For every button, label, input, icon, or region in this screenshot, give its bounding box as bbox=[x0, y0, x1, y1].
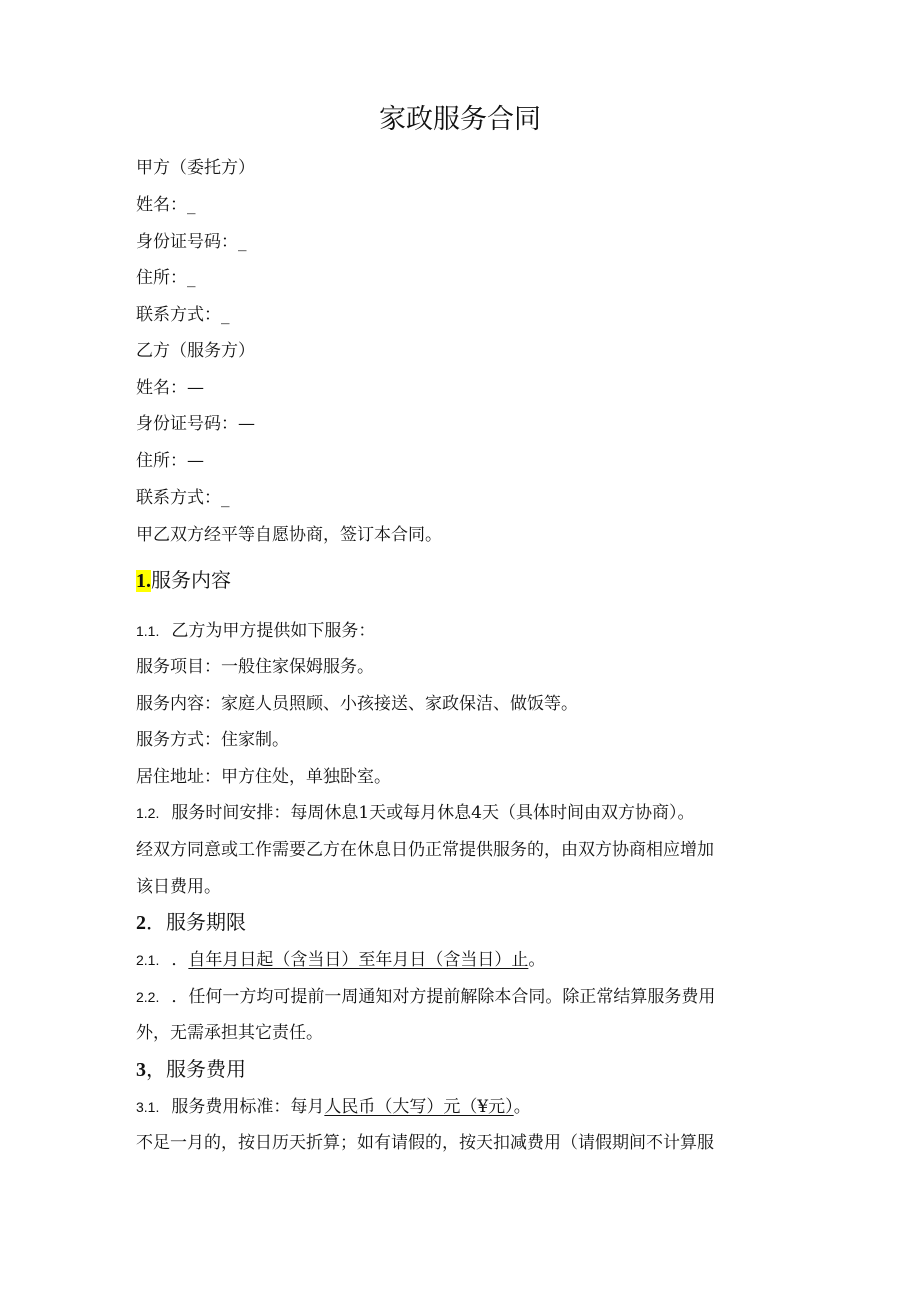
clause-prefix: ． bbox=[171, 950, 189, 970]
clause-end: 。 bbox=[513, 1097, 531, 1117]
clause-text: ．任何一方均可提前一周通知对方提前解除本合同。除正常结算服务费用 bbox=[171, 987, 716, 1007]
fee-blank: 人民币（大写）元（¥元） bbox=[324, 1097, 514, 1117]
service-item: 服务项目：一般住家保姆服务。 bbox=[136, 657, 374, 677]
clause-1-2-line-3: 该日费用。 bbox=[136, 877, 221, 897]
clause-text: 服务时间安排：每周休息1天或每月休息4天（具体时间由双方协商）。 bbox=[171, 803, 695, 823]
party-a-heading: 甲方（委托方） bbox=[136, 158, 255, 178]
clause-1-1 bbox=[136, 620, 375, 642]
clause-1-2 bbox=[136, 802, 695, 824]
clause-3-1 bbox=[136, 1096, 531, 1118]
document-title: 家政服务合同 bbox=[379, 104, 541, 135]
clause-number: 1.2. bbox=[136, 805, 160, 821]
party-b-contact: 联系方式：_ bbox=[136, 488, 230, 508]
section-3-heading bbox=[136, 1055, 246, 1084]
term-period-blank: 自年月日起（含当日）至年月日（含当日）止 bbox=[188, 950, 529, 970]
clause-2-2-line-2: 外，无需承担其它责任。 bbox=[136, 1023, 323, 1043]
clause-1-2-line-2: 经双方同意或工作需要乙方在休息日仍正常提供服务的，由双方协商相应增加 bbox=[136, 840, 714, 860]
party-a-id: 身份证号码：_ bbox=[136, 232, 247, 252]
section-1-heading bbox=[136, 566, 231, 595]
party-b-id: 身份证号码：— bbox=[136, 414, 255, 434]
clause-text: 服务费用标准：每月 bbox=[171, 1097, 325, 1117]
service-mode: 服务方式：住家制。 bbox=[136, 730, 289, 750]
clause-number: 2.2. bbox=[136, 989, 160, 1005]
section-2-title: ．服务期限 bbox=[146, 910, 246, 934]
clause-number: 3.1. bbox=[136, 1099, 160, 1115]
party-a-name: 姓名：_ bbox=[136, 195, 196, 215]
party-b-name: 姓名：— bbox=[136, 378, 204, 398]
clause-2-2 bbox=[136, 986, 715, 1008]
residence-address: 居住地址：甲方住处，单独卧室。 bbox=[136, 767, 391, 787]
party-b-address: 住所：— bbox=[136, 451, 204, 471]
section-3-number: 3 bbox=[136, 1059, 146, 1081]
clause-number: 1.1. bbox=[136, 623, 160, 639]
section-3-title: ，服务费用 bbox=[146, 1057, 246, 1081]
clause-number: 2.1. bbox=[136, 952, 160, 968]
section-1-title: 服务内容 bbox=[151, 568, 231, 592]
clause-2-1 bbox=[136, 949, 545, 971]
clause-text: 乙方为甲方提供如下服务： bbox=[171, 621, 376, 641]
section-2-heading bbox=[136, 908, 246, 937]
party-a-contact: 联系方式：_ bbox=[136, 305, 230, 325]
section-2-number: 2 bbox=[136, 912, 146, 934]
intro-text: 甲乙双方经平等自愿协商，签订本合同。 bbox=[136, 525, 442, 545]
section-1-number: 1. bbox=[136, 570, 151, 592]
service-content: 服务内容：家庭人员照顾、小孩接送、家政保洁、做饭等。 bbox=[136, 694, 578, 714]
clause-end: 。 bbox=[528, 950, 546, 970]
party-a-address: 住所：_ bbox=[136, 268, 196, 288]
clause-3-1-line-2: 不足一月的，按日历天折算；如有请假的，按天扣减费用（请假期间不计算服 bbox=[136, 1133, 714, 1153]
party-b-heading: 乙方（服务方） bbox=[136, 341, 255, 361]
